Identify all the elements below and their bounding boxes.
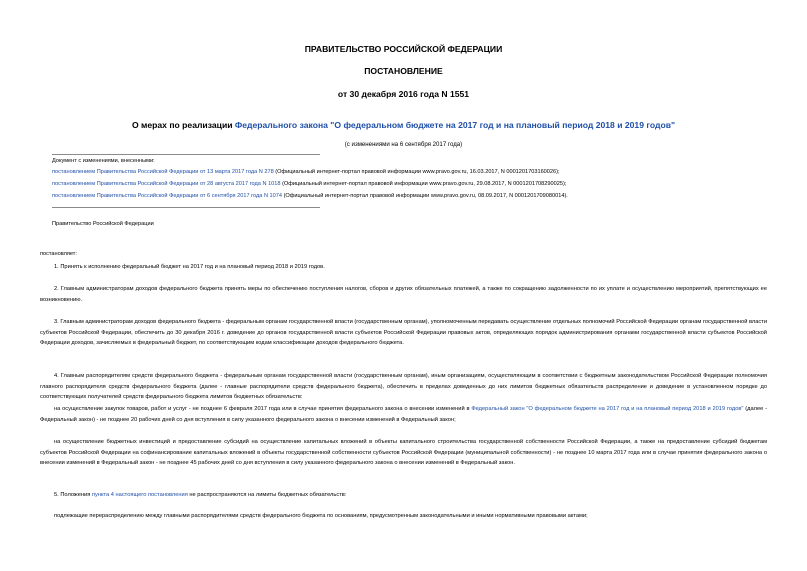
paragraph-5-text-a: на осуществление закупок товаров, работ и услуг - не позднее 6 февраля 2017 года или в случае принятия федерального закона о внесении изменений в <box>54 406 472 412</box>
paragraph-1: 1. Принять к исполнению федеральный бюджет на 2017 год и на плановый период 2018 и 2019 годов. <box>54 264 325 270</box>
change-source: (Официальный интернет-портал правовой информации www.pravo.gov.ru, 16.03.2017, N 0001201703160026); <box>273 169 560 175</box>
federal-law-link-inline[interactable]: Федеральный закон "О федеральном бюджете на 2017 год и на плановый период 2018 и 2019 годов" <box>471 406 744 412</box>
paragraph-2: 2. Главным администраторам доходов федерального бюджета принять меры по обеспечению поступления налогов, сборов и других обязательных платежей, а также по сокращению задолженности по их уплате и осуществлению мероприятий, препятствующих ее возникновению. <box>40 286 767 303</box>
paragraph-8: подлежащие перераспределению между главными распорядителями средств федерального бюджета по основаниям, предусмотренным законодательными и иными нормативными правовыми актами; <box>54 513 588 519</box>
paragraph-6: на осуществление бюджетных инвестиций и предоставление субсидий на осуществление капитальных вложений в объекты капитального строительства государственной собственности Российской Федерации, а также на предоставление субсидий бюджетам субъектов Российской Федерации на софинансирование капитальных вложений в объекты государственной собственности субъектов Российской Федерации (муниципальной собственности) - не позднее 10 марта 2017 года или в случае принятия федерального закона о внесении изменений в Федеральный закон - не позднее 45 рабочих дней со дня вступления в силу указанного федерального закона о внесении изменений в Федеральный закон. <box>40 439 767 467</box>
paragraph-5-text-b: (далее - Федеральный закон) - не позднее 20 рабочих дней со дня вступления в силу указанного федерального закона о внесении изменений в Федеральный закон; <box>40 406 767 423</box>
clause-4-link[interactable]: пункта 4 настоящего постановления <box>91 492 188 498</box>
change-source: (Официальный интернет-портал правовой информации www.pravo.gov.ru, 08.09.2017, N 0001201709080014). <box>282 193 568 199</box>
title-prefix: О мерах по реализации <box>131 120 235 130</box>
government-short: Правительство Российской Федерации <box>52 221 154 227</box>
resolves-word: постановляет: <box>40 251 77 257</box>
change-link[interactable]: постановлением Правительства Российской Федерации от 13 марта 2017 года N 278 <box>52 169 274 175</box>
change-item <box>52 170 560 176</box>
paragraph-7-text-a: 5. Положения <box>54 492 92 498</box>
paragraph-4: 4. Главным распорядителям средств федерального бюджета - федеральным органам государственной власти (государственным органам), иным организациям, осуществляющим в соответствии с бюджетным законодательством Российской Федерации полномочия главного распорядителя средств федерального бюджета (далее - главные распорядители средств федерального бюджета), обеспечить в пределах доведенных до них лимитов бюджетных обязательств распределение и доведение в установленном порядке до соответствующих получателей средств федерального бюджета лимитов бюджетных обязательств: <box>40 373 767 401</box>
divider-top <box>52 154 320 155</box>
changes-header: Документ с изменениями, внесенными: <box>52 158 155 164</box>
change-link[interactable]: постановлением Правительства Российской Федерации от 28 августа 2017 года N 1018 <box>52 181 281 187</box>
paragraph-5 <box>40 404 767 425</box>
divider-bottom <box>52 207 320 208</box>
document-type: ПОСТАНОВЛЕНИЕ <box>364 66 443 76</box>
amendment-note: (с изменениями на 6 сентября 2017 года) <box>344 141 463 148</box>
paragraph-7-text-b: не распространяются на лимиты бюджетных обязательств: <box>187 492 347 498</box>
change-source: (Официальный интернет-портал правовой информации www.pravo.gov.ru, 29.08.2017, N 0001201708290025); <box>280 181 567 187</box>
change-item <box>52 182 566 188</box>
paragraph-7 <box>40 490 767 501</box>
government-heading: ПРАВИТЕЛЬСТВО РОССИЙСКОЙ ФЕДЕРАЦИИ <box>304 44 503 54</box>
paragraph-3: 3. Главным администраторам доходов федерального бюджета - федеральным органам государственной власти (государственным органам), уполномоченным передавать осуществление отдельных полномочий Российской Федерации органам государственной власти субъектов Российской Федерации, обеспечить до 30 декабря 2016 г. доведение до органов государственной власти субъектов Российской Федерации правовых актов, определяющих порядок администрирования органами государственной власти субъектов Российской Федерации доходов, зачисляемых в федеральный бюджет, по соответствующим кодам классификации доходов федерального бюджета. <box>40 319 767 347</box>
change-item <box>52 194 568 200</box>
federal-law-link[interactable]: Федерального закона "О федеральном бюджете на 2017 год и на плановый период 2018 и 2019 годов" <box>234 120 676 130</box>
document-title <box>0 120 807 130</box>
change-link[interactable]: постановлением Правительства Российской Федерации от 6 сентября 2017 года N 1074 <box>52 193 283 199</box>
document-date: от 30 декабря 2016 года N 1551 <box>337 89 470 99</box>
